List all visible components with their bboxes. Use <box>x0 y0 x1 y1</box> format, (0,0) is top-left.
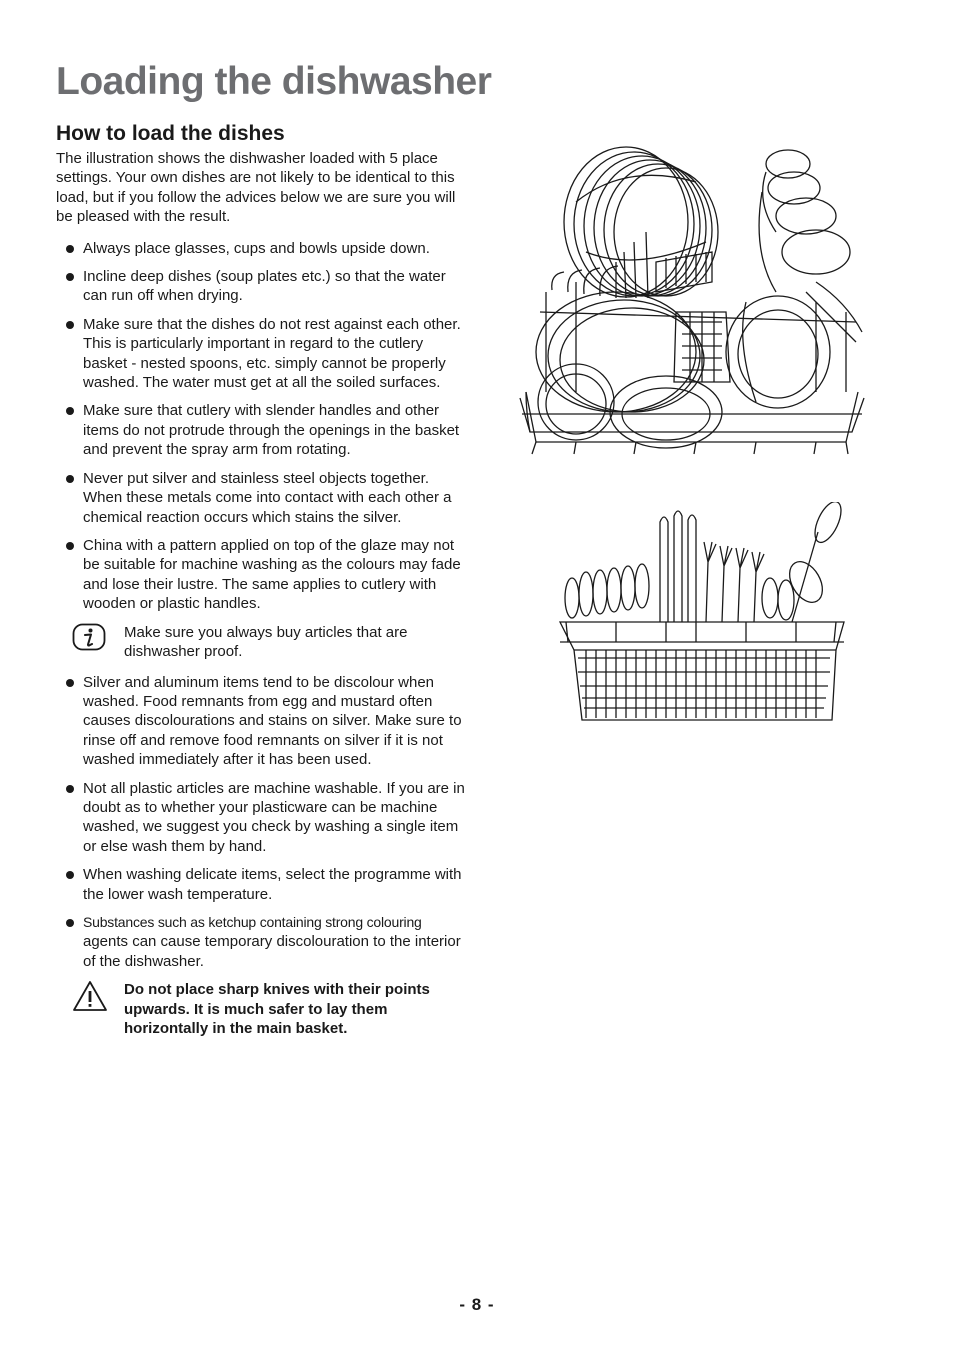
list-item: China with a pattern applied on top of the glaze may not be suitable for machine washing as the colours may fade and lose their lustre. The same applies to cutlery with wooden or plastic handles. <box>56 536 468 614</box>
loaded-basket-illustration <box>516 142 868 458</box>
intro-paragraph: The illustration shows the dishwasher loaded with 5 place settings. Your own dishes are not likely to be identical to this load, but if you follow the advices below we are sure you will be pleased with the result. <box>56 150 456 226</box>
page-title: Loading the dishwasher <box>56 60 492 103</box>
list-item: Silver and aluminum items tend to be discolour when washed. Food remnants from egg and mustard often causes discolourations and stains on silver. Make sure to rinse off and remove food remnants on silver if it is not washed immediately after it has been used. <box>56 673 468 770</box>
bullet-icon <box>66 871 74 879</box>
list-item: Make sure that the dishes do not rest against each other. This is particularly important in regard to the cutlery basket - nested spoons, etc. simply cannot be properly washed. The water must get at all the soiled surfaces. <box>56 315 468 393</box>
list-item: Always place glasses, cups and bowls upside down. <box>56 239 468 258</box>
bullet-icon <box>66 321 74 329</box>
list-item: Substances such as ketchup containing strong colouring agents can cause temporary discolouration to the interior of the dishwasher. <box>56 913 468 971</box>
section-title: How to load the dishes <box>56 122 285 145</box>
bullet-icon <box>66 679 74 687</box>
list-item: Make sure that cutlery with slender handles and other items do not protrude through the openings in the basket and prevent the spray arm from rotating. <box>56 401 468 459</box>
list-item: Incline deep dishes (soup plates etc.) so that the water can run off when drying. <box>56 267 468 306</box>
bullet-icon <box>66 542 74 550</box>
bullet-icon <box>66 245 74 253</box>
bullet-list-a <box>56 239 468 614</box>
list-item: Never put silver and stainless steel objects together. When these metals come into contact with each other a chemical reaction occurs which stains the silver. <box>56 469 468 527</box>
bullet-icon <box>66 407 74 415</box>
main-content <box>56 149 468 1048</box>
bullet-list-b <box>56 673 468 972</box>
cutlery-basket-illustration <box>556 502 848 724</box>
list-item: Not all plastic articles are machine washable. If you are in doubt as to whether your plasticware can be machine washed, we suggest you check by washing a single item or else wash them by hand. <box>56 779 468 857</box>
bullet-icon <box>66 785 74 793</box>
info-icon <box>72 623 106 656</box>
info-note: Make sure you always buy articles that are dishwasher proof. <box>56 623 468 663</box>
bullet-icon <box>66 919 74 927</box>
warning-note: Do not place sharp knives with their points upwards. It is much safer to lay them horizontally in the main basket. <box>56 980 468 1038</box>
bullet-icon <box>66 475 74 483</box>
bullet-icon <box>66 273 74 281</box>
page-number: - 8 - <box>459 1295 495 1314</box>
list-item: When washing delicate items, select the programme with the lower wash temperature. <box>56 865 468 904</box>
warning-triangle-icon <box>72 980 108 1017</box>
